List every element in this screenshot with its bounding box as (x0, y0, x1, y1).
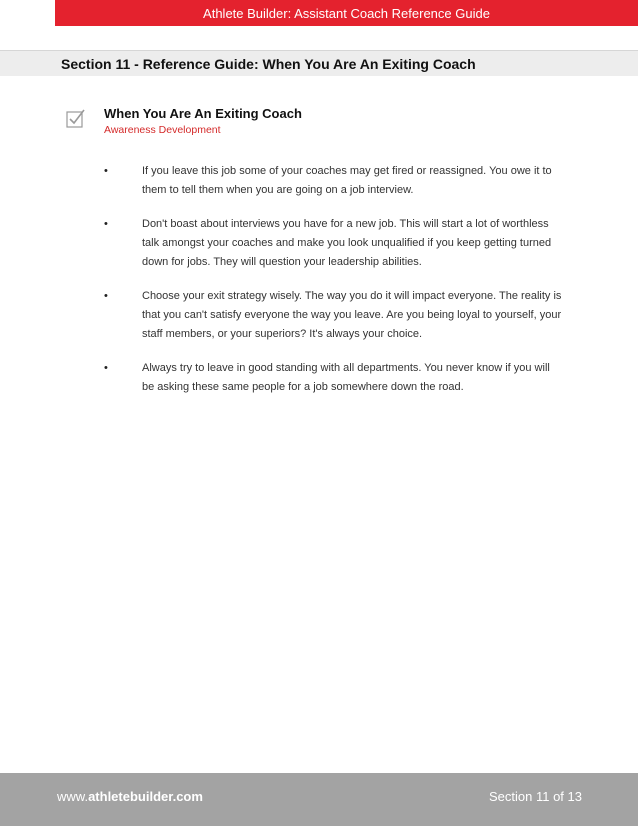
section-bar (0, 50, 638, 76)
website-link[interactable] (57, 789, 203, 804)
list-item (102, 287, 562, 344)
header-bar (55, 0, 638, 26)
item-subtitle: Awareness Development (104, 124, 221, 136)
list-item (102, 359, 562, 397)
list-item (102, 162, 562, 200)
bullet-text: Always try to leave in good standing with all departments. You never know if you will be asking these same people for a job somewhere down the road. (142, 362, 550, 393)
url-prefix: www. (57, 789, 89, 804)
document-title: Athlete Builder: Assistant Coach Reference Guide (203, 5, 490, 21)
bullet-icon: • (104, 362, 108, 374)
checkbox-check-icon (66, 108, 86, 128)
bullet-icon: • (104, 218, 108, 230)
footer-bar (0, 773, 638, 826)
bullet-icon: • (104, 290, 108, 302)
page-indicator: Section 11 of 13 (489, 789, 582, 804)
url-domain: athletebuilder.com (88, 789, 203, 804)
section-title: Section 11 - Reference Guide: When You Are An Exiting Coach (61, 56, 476, 72)
list-item (102, 215, 562, 272)
item-title: When You Are An Exiting Coach (104, 106, 302, 121)
bullet-list (102, 162, 562, 397)
bullet-text: If you leave this job some of your coaches may get fired or reassigned. You owe it to them to tell them when you are going on a job interview. (142, 165, 552, 196)
bullet-text: Choose your exit strategy wisely. The way you do it will impact everyone. The reality is that you can't satisfy everyone the way you leave. Are you being loyal to yourself, your staff members, or your superiors? It's always your choice. (142, 290, 562, 340)
bullet-icon: • (104, 165, 108, 177)
bullet-text: Don't boast about interviews you have for a new job. This will start a lot of worthless talk amongst your coaches and make you look unqualified if you keep getting turned down for jobs. They will question your leadership abilities. (142, 218, 552, 268)
